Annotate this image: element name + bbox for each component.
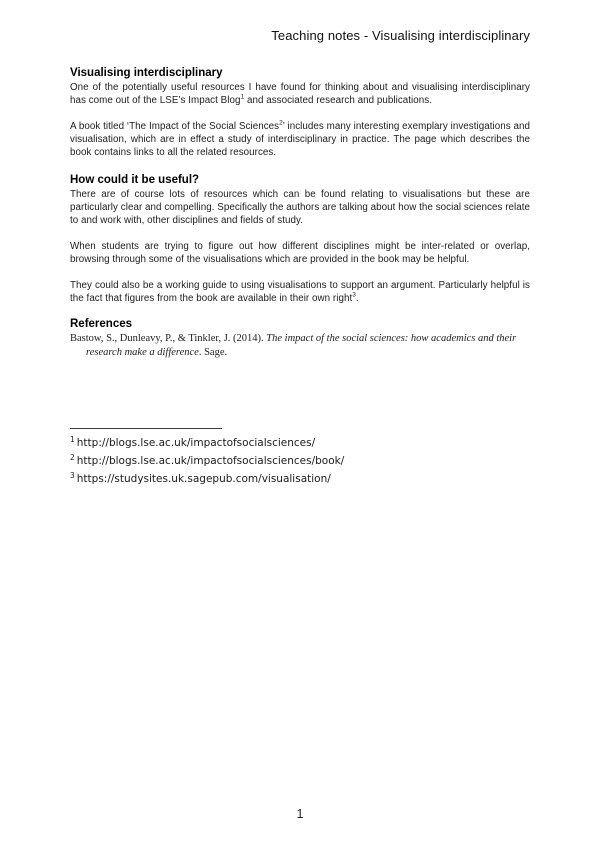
paragraph-book-text: A book titled ‘The Impact of the Social Sciences: [70, 121, 280, 132]
paragraph-working-guide: [70, 279, 530, 305]
footnote-marker-1: 1: [240, 93, 245, 101]
section-heading-references: References: [70, 318, 133, 330]
reference-authors: Bastow, S., Dunleavy, P., & Tinkler, J. (2014).: [70, 333, 267, 344]
section-heading-useful: How could it be useful?: [70, 174, 200, 186]
footnote-2-marker: 2: [70, 452, 75, 462]
paragraph-working-guide-rest: .: [355, 293, 359, 304]
paragraph-resources: There are of course lots of resources which can be found relating to visualisations but these are particularly clear and compelling. Specifically the authors are talking about how the social sciences relate to and work with, other disciplines and fields of study.: [70, 189, 530, 226]
paragraph-students: When students are trying to figure out how different disciplines might be inter-related or overlap, browsing through some of the visualisations which are provided in the book may be helpful.: [70, 241, 530, 265]
section-heading-visualising: Visualising interdisciplinary: [70, 67, 223, 79]
footnote-marker-3: 3: [352, 291, 356, 299]
running-header: Teaching notes - Visualising interdisciplinary: [271, 28, 530, 43]
page-number: 1: [296, 807, 304, 821]
footnote-1-marker: 1: [70, 434, 75, 444]
footnote-separator-rule: [70, 428, 222, 429]
footnote-2-link[interactable]: http://blogs.lse.ac.uk/impactofsocialsciences/book/: [76, 455, 345, 467]
footnote-3: [70, 470, 530, 488]
paragraph-working-guide-text: They could also be a working guide to using visualisations to support an argument. Particularly helpful is the fact that figures from the book are available in their own right: [70, 280, 530, 304]
reference-title: The impact of the social sciences: how academics and their research make a difference: [86, 333, 517, 358]
paragraph-book-rest: ’ includes many interesting exemplary investigations and visualisation, which are in effect a study of interdisciplinary in practice. The page which describes the book contains links to all the related resources.: [70, 121, 530, 158]
reference-publisher: . Sage.: [198, 347, 228, 358]
reference-entry: [70, 332, 530, 360]
paragraph-intro-text: One of the potentially useful resources I have found for thinking about and visualising interdisciplinary has come out of the LSE’s Impact Blog: [70, 82, 530, 106]
footnote-2: [70, 452, 530, 470]
footnotes-block: [70, 428, 530, 488]
footnote-marker-2: 2: [279, 119, 283, 127]
footnote-1: [70, 434, 530, 452]
footnote-1-link[interactable]: http://blogs.lse.ac.uk/impactofsocialsciences/: [76, 437, 316, 449]
footnote-3-marker: 3: [70, 470, 75, 480]
paragraph-intro: [70, 81, 530, 107]
paragraph-intro-rest: and associated research and publications.: [244, 95, 432, 106]
paragraph-book: [70, 120, 530, 159]
footnote-3-link[interactable]: https://studysites.uk.sagepub.com/visualisation/: [76, 473, 331, 485]
document-content: [70, 67, 530, 360]
